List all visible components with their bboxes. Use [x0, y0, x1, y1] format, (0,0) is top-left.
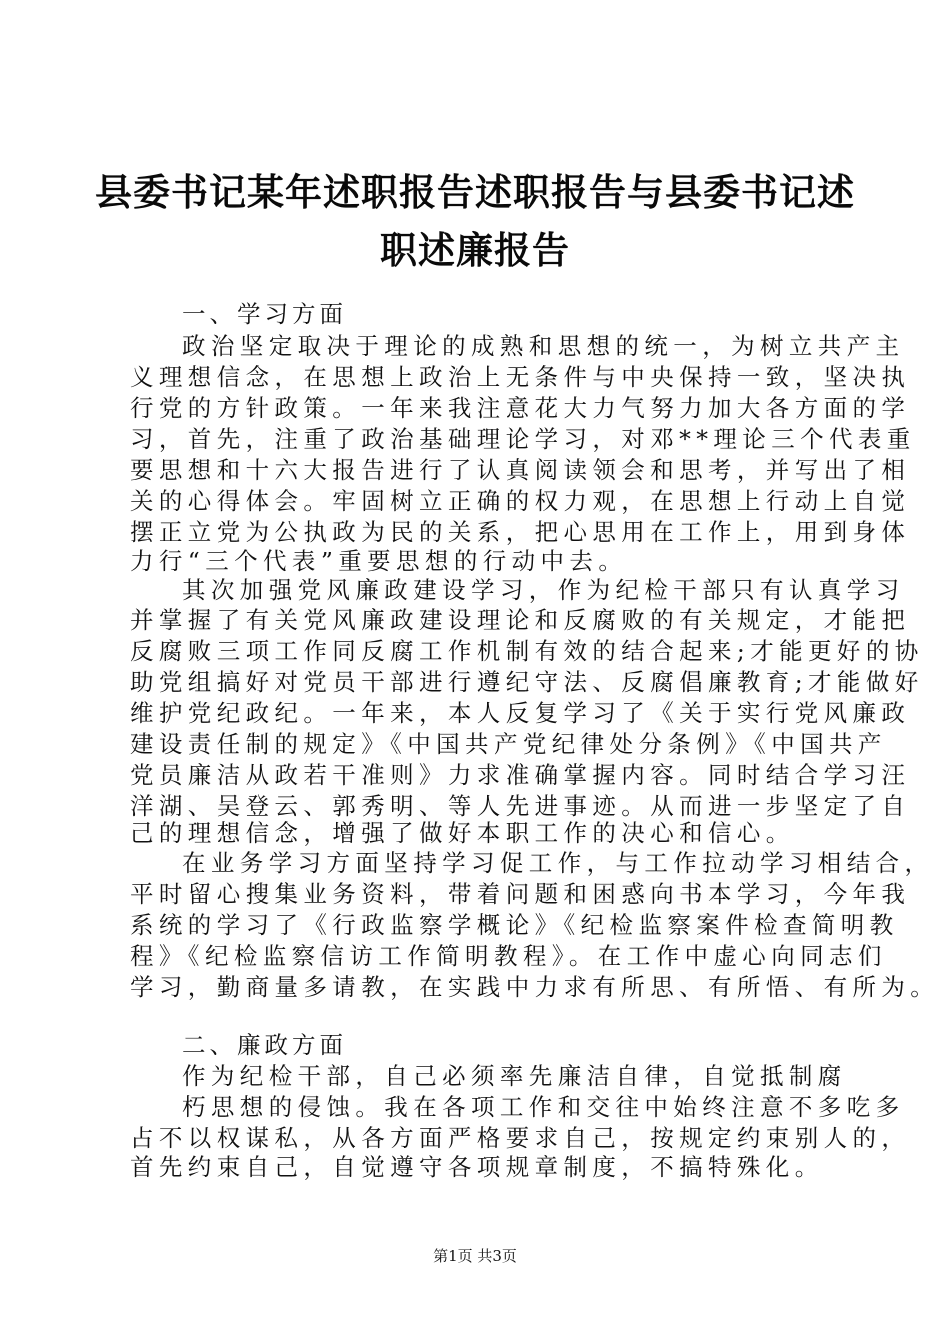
paragraph-line: 洋湖、吴登云、郭秀明、等人先进事迹。从而进一步坚定了自 [130, 792, 911, 820]
paragraph-line: 党员廉洁从政若干准则》力求准确掌握内容。同时结合学习汪 [130, 761, 911, 789]
paragraph-line: 义理想信念，在思想上政治上无条件与中央保持一致，坚决执 [130, 363, 911, 391]
paragraph-line: 程》《纪检监察信访工作简明教程》。在工作中虚心向同志们 [130, 942, 887, 970]
paragraph-line: 作为纪检干部，自己必须率先廉洁自律，自觉抵制腐 [182, 1062, 847, 1090]
paragraph-line: 系统的学习了《行政监察学概论》《纪检监察案件检查简明教 [130, 911, 899, 939]
paragraph-line: 占不以权谋私，从各方面严格要求自己，按规定约束别人的， [130, 1124, 911, 1152]
page-number: 第1页 共3页 [433, 1247, 517, 1265]
paragraph-line: 在业务学习方面坚持学习促工作，与工作拉动学习相结合， [182, 849, 934, 877]
paragraph-line: 平时留心搜集业务资料，带着问题和困惑向书本学习，今年我 [130, 880, 911, 908]
paragraph-line: 力行“三个代表”重要思想的行动中去。 [130, 547, 628, 575]
paragraph-line: 并掌握了有关党风廉政建设理论和反腐败的有关规定，才能把 [130, 606, 911, 634]
paragraph-line: 习，首先，注重了政治基础理论学习，对邓**理论三个代表重 [130, 425, 916, 453]
section-heading-study: 一、学习方面 [182, 300, 347, 328]
paragraph-line: 首先约束自己，自觉遵守各项规章制度，不搞特殊化。 [130, 1153, 824, 1181]
paragraph-line: 政治坚定取决于理论的成熟和思想的统一，为树立共产主 [182, 332, 905, 360]
paragraph-line: 助党组搞好对党员干部进行遵纪守法、反腐倡廉教育;才能做好 [130, 668, 924, 696]
paragraph-line: 己的理想信念，增强了做好本职工作的决心和信心。 [130, 819, 795, 847]
paragraph-line: 反腐败三项工作同反腐工作机制有效的结合起来;才能更好的协 [130, 637, 924, 665]
title-line-2: 职述廉报告 [380, 228, 570, 272]
paragraph-line: 要思想和十六大报告进行了认真阅读领会和思考，并写出了相 [130, 456, 911, 484]
paragraph-line: 学习，勤商量多请教，在实践中力求有所思、有所悟、有所为。 [130, 973, 940, 1001]
paragraph-line: 建设责任制的规定》《中国共产党纪律处分条例》《中国共产 [130, 730, 887, 758]
paragraph-line: 朽思想的侵蚀。我在各项工作和交往中始终注意不多吃多 [182, 1093, 905, 1121]
paragraph-line: 摆正立党为公执政为民的关系，把心思用在工作上，用到身体 [130, 518, 911, 546]
section-heading-integrity: 二、廉政方面 [182, 1031, 347, 1059]
paragraph-line: 维护党纪政纪。一年来，本人反复学习了《关于实行党风廉政 [130, 699, 911, 727]
paragraph-line: 其次加强党风廉政建设学习，作为纪检干部只有认真学习 [182, 576, 905, 604]
title-line-1: 县委书记某年述职报告述职报告与县委书记述 [95, 170, 855, 214]
paragraph-line: 关的心得体会。牢固树立正确的权力观，在思想上行动上自觉 [130, 487, 911, 515]
paragraph-line: 行党的方针政策。一年来我注意花大力气努力加大各方面的学 [130, 394, 911, 422]
